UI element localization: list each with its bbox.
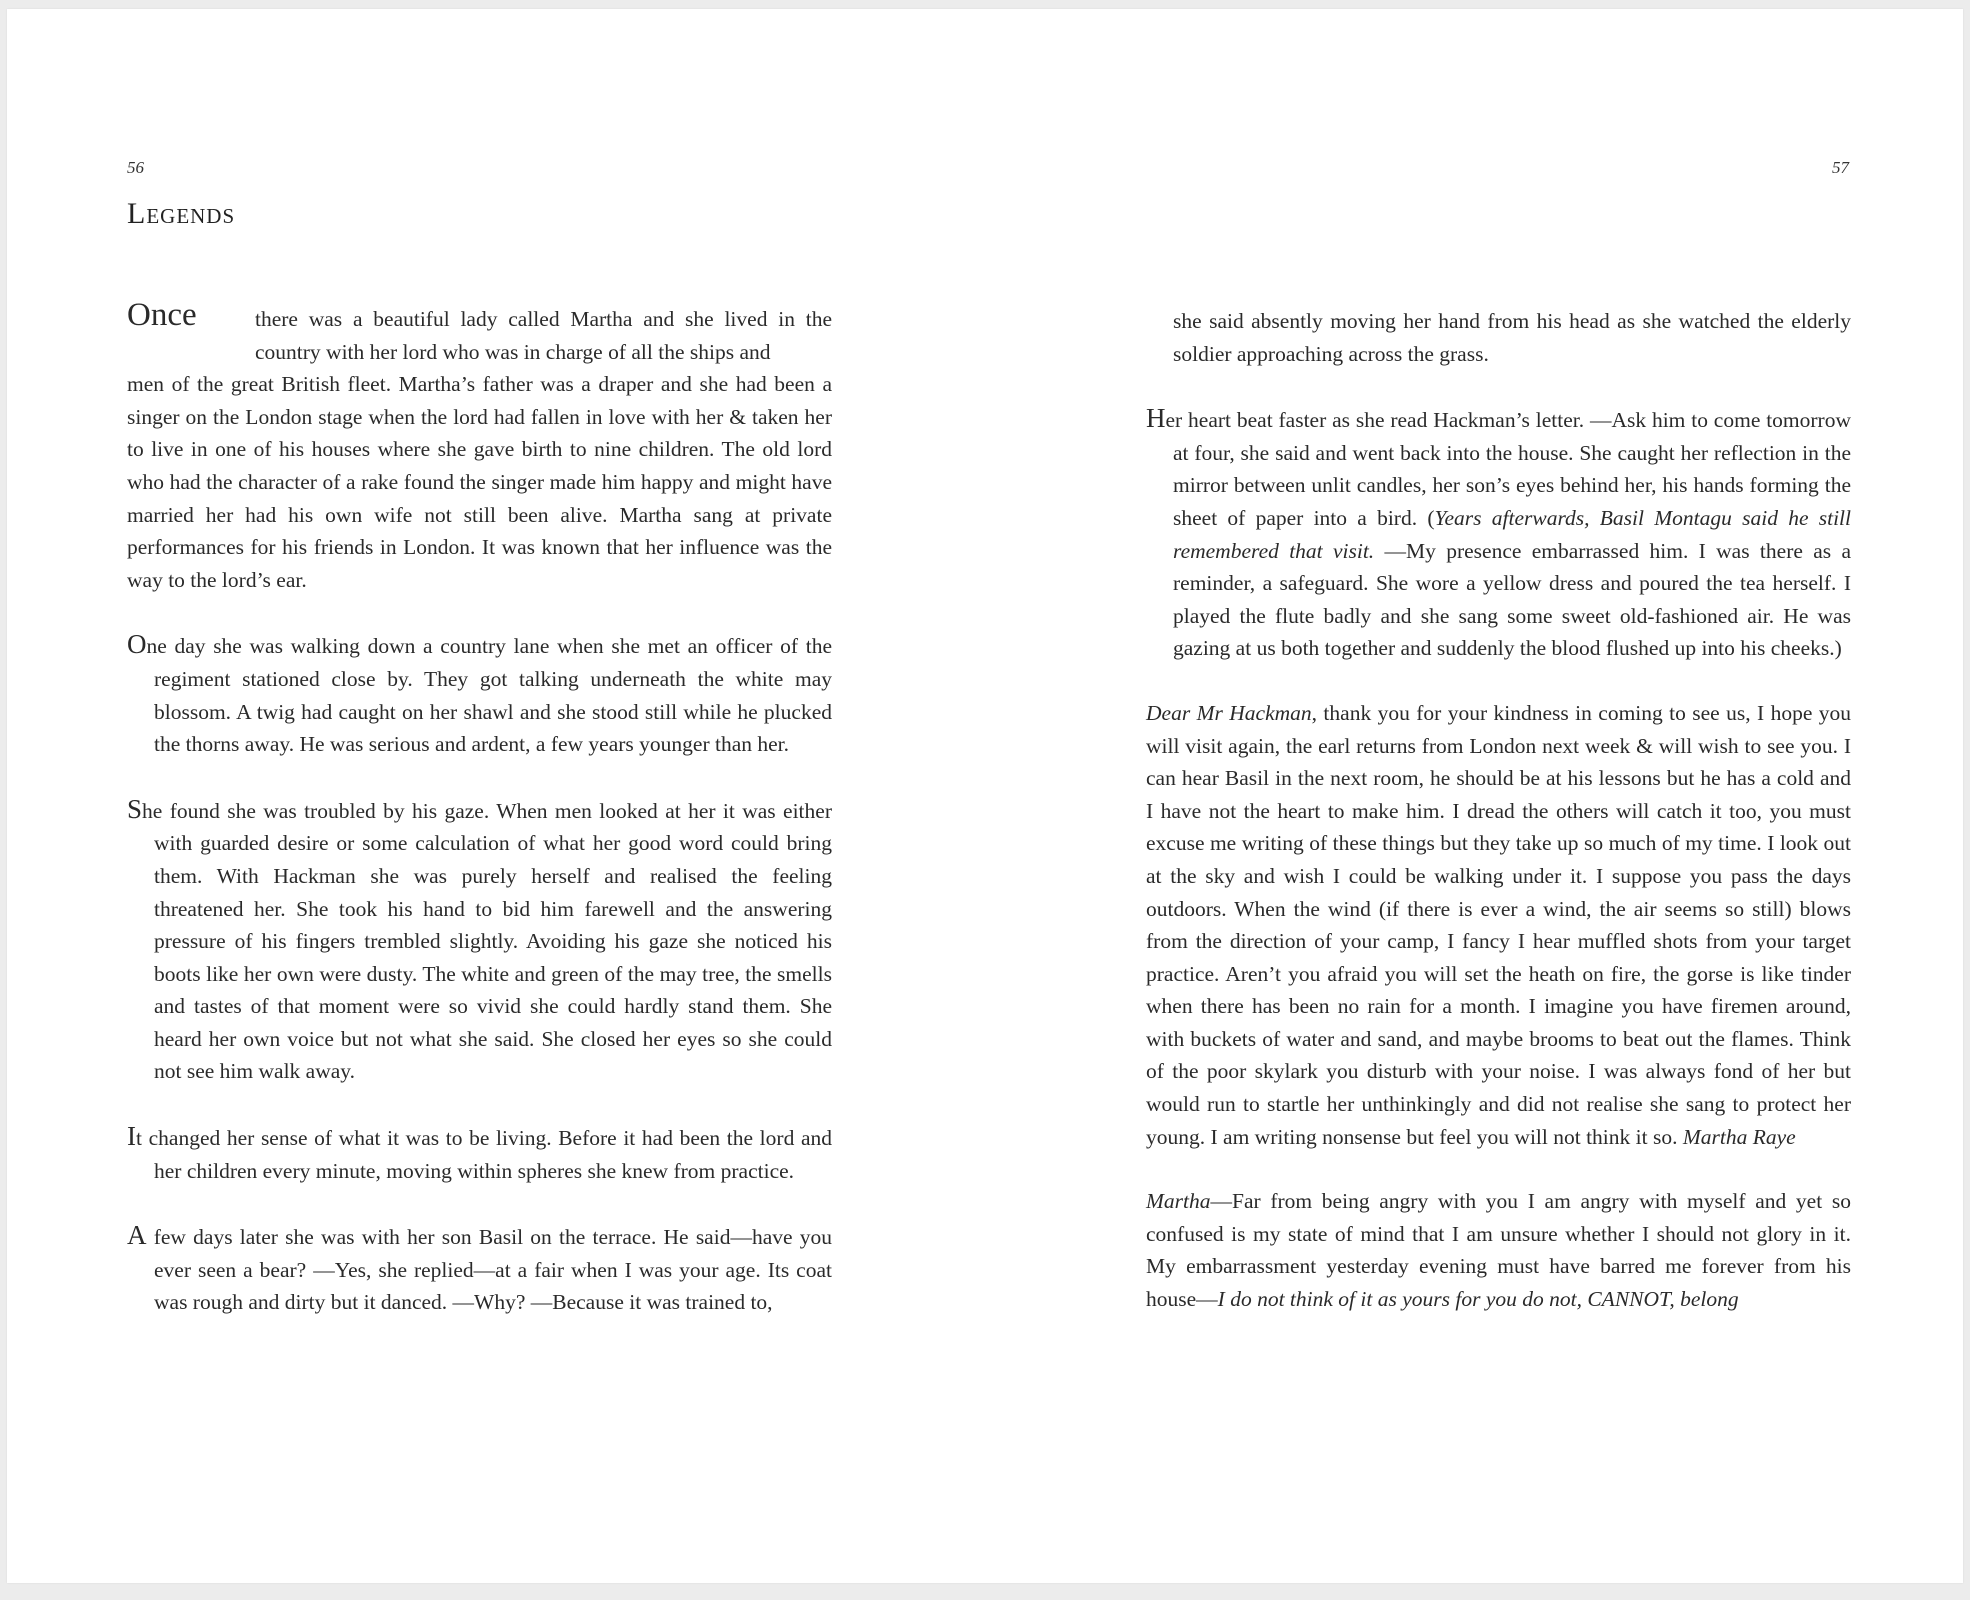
book-spread [7, 9, 1963, 1583]
paragraph-text: ne day she was walking down a country lane when she met an officer of the regiment stationed close by. They got talking underneath the white may blossom. A twig had caught on her shawl and she stood still while he plucked the thorns away. He was serious and ardent, a few years younger than her. [146, 634, 832, 757]
page-number-right: 57 [1832, 158, 1849, 177]
right-page-text [1146, 305, 1851, 1316]
paragraph-changed [127, 1120, 832, 1187]
initial-letter: H [1146, 403, 1166, 434]
left-page-text [127, 297, 832, 1319]
opening-word: Once [127, 297, 197, 333]
opening-line-1: there was a beautiful lady called Martha and she lived in the [255, 307, 832, 331]
opening-line-2: country with her lord who was in charge of all the ships and [255, 339, 771, 364]
initial-letter: S [127, 793, 143, 824]
paragraph-bear [127, 1219, 832, 1319]
paragraph-text: t changed her sense of what it was to be living. Before it had been the lord and her children every minute, moving within spheres she knew from practice. [136, 1126, 832, 1183]
letter-reply [1146, 1185, 1851, 1315]
paragraph-walk [127, 628, 832, 760]
initial-letter: O [127, 629, 147, 660]
letter-body: , thank you for your kindness in coming to see us, I hope you will visit again, the earl returns from London next week & will wish to see you. I can hear Basil in the next room, he should be at his lessons but he has a cold and I have not the heart to make him. I dread the others will catch it too, you must excuse me writing of these things but they take up so much of my time. I look out at the sky and wish I could be walking under it. I suppose you pass the days outdoors. When the wind (if there is ever a wind, the air seems so still) blows from the direction of your camp, I fancy I hear muffled shots from your target practice. Aren’t you afraid you will set the heath on fire, the gorse is like tinder when there has been no rain for a month. I imagine you have firemen around, with buckets of water and sand, and maybe brooms to beat out the flames. Think of the poor skylark you disturb with your noise. I was always fond of her but would run to startle her unthinkingly and did not realise she sang to protect her young. I am writing nonsense but feel you will not think it so. [1146, 700, 1852, 1149]
opening-paragraph [127, 297, 832, 596]
paragraph-text: few days later she was with her son Basil on the terrace. He said—have you ever seen a bear? —Yes, she replied—at a fair when I was your age. Its coat was rough and dirty but it danced. —Why? —Because it was trained to, [146, 1225, 832, 1315]
opening-rest: men of the great British fleet. Martha’s father was a draper and she had been a singer on the London stage when the lord had fallen in love with her & taken her to live in one of his houses where she gave birth to nine children. The old lord who had the character of a rake found the singer made him happy and might have married her had his own wife not still been alive. Martha sang at private performances for his friends in London. It was known that her influence was the way to the lord’s ear. [127, 372, 832, 592]
paragraph-letter-read: Her heart beat faster as she read Hackman’s letter. —Ask him to come tomorrow at four, she said and went back into the house. She caught her reflection in the mirror between unlit candles, her son’s eyes behind her, his hands forming the sheet of paper into a bird. (Years afterwards, Basil Montagu said he still remembered that visit. —My presence embarrassed him. I was there as a reminder, a safeguard. She wore a yellow dress and poured the tea herself. I played the flute badly and she sang some sweet old-fashioned air. He was gazing at us both together and suddenly the blood flushed up into his cheeks.) [1146, 403, 1852, 661]
letter-from-martha [1146, 697, 1851, 1153]
paragraph-gaze [127, 793, 832, 1088]
letter-signature: Martha Raye [1682, 1124, 1796, 1149]
reply-body: —Far from being angry with you I am angry with myself and yet so confused is my state of mind that I am unsure whether I should not glory in it. My embarrassment yesterday evening must have barred me forever from his house— [1146, 1189, 1851, 1312]
chapter-title: Legends [127, 197, 236, 230]
letter-salutation: Dear Mr Hackman [1146, 700, 1312, 725]
initial-letter: I [127, 1121, 136, 1152]
paragraph-continued: she said absently moving her hand from his head as she watched the elderly soldier approaching across the grass. [1173, 309, 1851, 366]
reply-salutation: Martha [1146, 1189, 1211, 1214]
italic-aside: Years afterwards, Basil Montagu said he still remembered that visit. [1173, 505, 1851, 563]
initial-letter: A [127, 1220, 147, 1251]
reply-italic: I do not think of it as yours for you do not, CANNOT, belong [1217, 1287, 1739, 1312]
page-number-left: 56 [127, 158, 144, 177]
paragraph-text: he found she was troubled by his gaze. When men looked at her it was either with guarded desire or some calculation of what her good word could bring them. With Hackman she was purely herself and realised the feeling threatened her. She took his hand to bid him farewell and the answering pressure of his fingers trembled slightly. Avoiding his gaze she noticed his boots like her own were dusty. The white and green of the may tree, the smells and tastes of that moment were so vivid she could hardly stand them. She heard her own voice but not what she said. She closed her eyes so she could not see him walk away. [142, 798, 832, 1084]
